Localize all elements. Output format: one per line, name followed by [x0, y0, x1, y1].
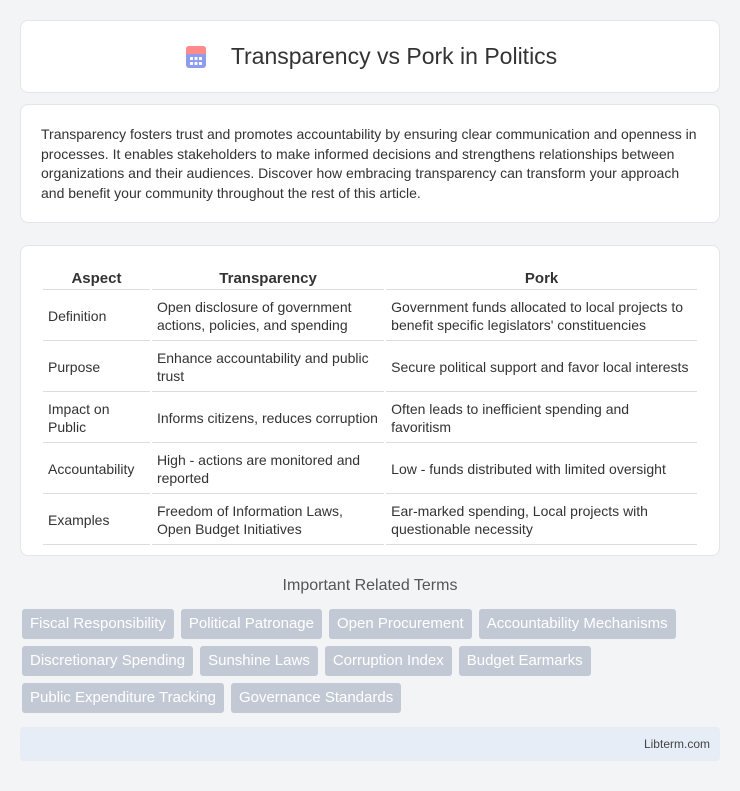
related-term-tag[interactable]: Budget Earmarks	[459, 646, 591, 676]
related-term-tag[interactable]: Corruption Index	[325, 646, 452, 676]
related-terms-list	[22, 609, 722, 720]
table-cell: Often leads to inefficient spending and favoritism	[386, 394, 697, 443]
comparison-table	[41, 266, 699, 547]
column-header: Aspect	[43, 268, 150, 290]
comparison-card	[20, 245, 720, 556]
intro-card	[20, 104, 720, 223]
related-term-tag[interactable]: Accountability Mechanisms	[479, 609, 676, 639]
table-cell: Freedom of Information Laws, Open Budget Initiatives	[152, 496, 384, 545]
table-cell: Open disclosure of government actions, policies, and spending	[152, 292, 384, 341]
page-title: Transparency vs Pork in Politics	[230, 43, 558, 69]
table-cell: Purpose	[43, 343, 150, 392]
column-header: Transparency	[152, 268, 384, 290]
related-term-tag[interactable]: Open Procurement	[329, 609, 472, 639]
table-row	[43, 394, 697, 443]
footer-link[interactable]: Libterm.com	[643, 737, 710, 751]
table-cell: Ear-marked spending, Local projects with questionable necessity	[386, 496, 697, 545]
table-row	[43, 343, 697, 392]
table-cell: High - actions are monitored and reported	[152, 445, 384, 494]
header-card	[20, 20, 720, 93]
table-row	[43, 496, 697, 545]
related-term-tag[interactable]: Political Patronage	[181, 609, 322, 639]
table-row	[43, 445, 697, 494]
related-term-tag[interactable]: Governance Standards	[231, 683, 401, 713]
table-cell: Government funds allocated to local projects to benefit specific legislators' constituencies	[386, 292, 697, 341]
table-cell: Examples	[43, 496, 150, 545]
footer	[20, 727, 720, 761]
table-cell: Impact on Public	[43, 394, 150, 443]
table-row	[43, 292, 697, 341]
related-term-tag[interactable]: Sunshine Laws	[200, 646, 318, 676]
table-cell: Definition	[43, 292, 150, 341]
table-header-row	[43, 268, 697, 290]
related-term-tag[interactable]: Fiscal Responsibility	[22, 609, 174, 639]
table-cell: Accountability	[43, 445, 150, 494]
related-term-tag[interactable]: Public Expenditure Tracking	[22, 683, 224, 713]
calculator-icon	[183, 44, 209, 70]
intro-text: Transparency fosters trust and promotes accountability by ensuring clear communication and openness in processes. It enables stakeholders to make informed decisions and strengthens relationships between organizations and their audiences. Discover how embracing transparency can transform your approach and benefit your community throughout the rest of this article.	[41, 126, 697, 201]
table-cell: Secure political support and favor local interests	[386, 343, 697, 392]
column-header: Pork	[386, 268, 697, 290]
table-cell: Informs citizens, reduces corruption	[152, 394, 384, 443]
table-cell: Enhance accountability and public trust	[152, 343, 384, 392]
table-cell: Low - funds distributed with limited oversight	[386, 445, 697, 494]
related-term-tag[interactable]: Discretionary Spending	[22, 646, 193, 676]
related-terms-title: Important Related Terms	[282, 577, 458, 594]
